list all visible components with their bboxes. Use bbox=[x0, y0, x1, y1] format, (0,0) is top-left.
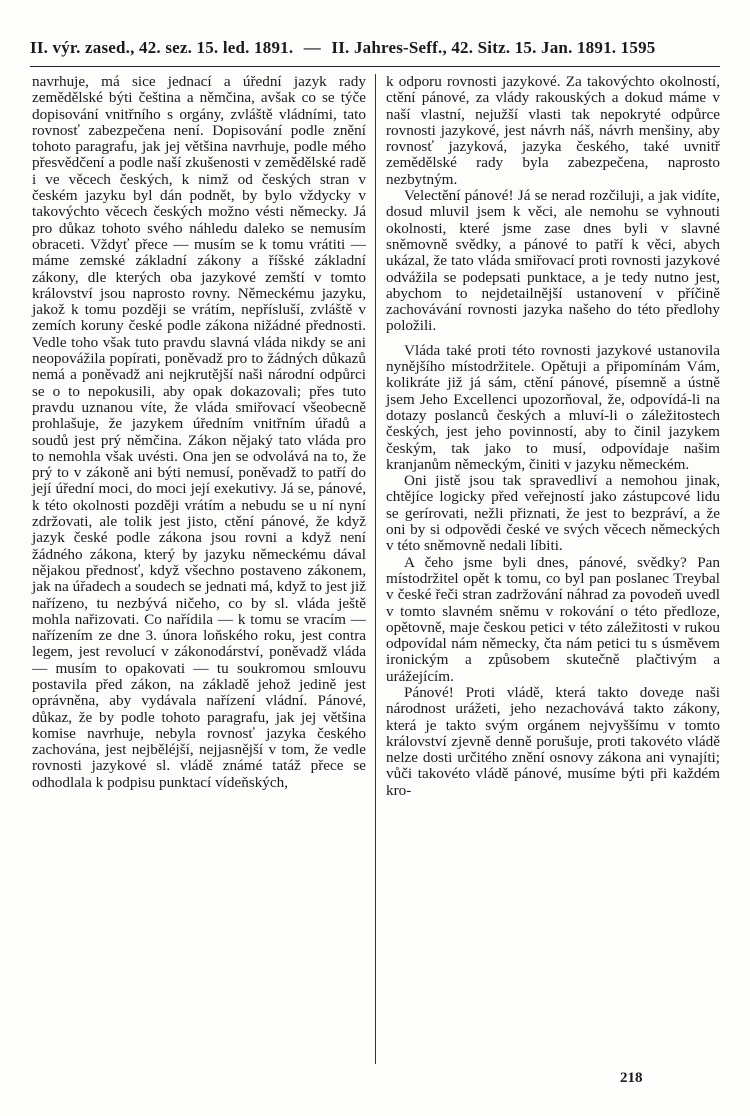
paragraph: Velectění pánové! Já se nerad rozčiluji, a jak vidíte, dosud mluvil jsem k věci, ale nemohu se vyhnouti okolnosti, které jsme zase dnes byli v slavné sněmovně svědky, a pánové to patří k věci, abych ukázal, že tato vláda smiřovací proti rovnosti jazykové odvážila se podepsati punktace, a je tedy nutno jest, abychom to nejdetailnější ustanovení v příčině zachovávání rovnosti jazyka našeho do této předlohy položili. bbox=[386, 187, 720, 335]
header-rule bbox=[30, 66, 720, 67]
header-czech: II. výr. zased., 42. sez. 15. led. 1891. bbox=[30, 38, 294, 57]
paragraph: Oni jistě jsou tak spravedliví a nemohou jinak, chtějíce logicky před veřejností jako zástupcové lidu se gerírovati, nežli přiznati, že jest to bezpráví, a že oni by si odpovědi české ve svých věcech německých v této sněmovně nedali líbiti. bbox=[386, 472, 720, 555]
running-header bbox=[30, 38, 720, 62]
paragraph: Pánové! Proti vládě, která takto doveде naši národnost urážeti, jeho nezachovává takto zákony, která je takto svým orgánem nejvyššímu v tomto království zjevně denně porušuje, proti takovéto vládě nelze dosti určitého znění osnovy zákona ani vynajíti; vůči takovéto vládě pánové, musíme býti při každém kro- bbox=[386, 683, 720, 799]
right-column bbox=[386, 74, 720, 799]
column-divider bbox=[375, 74, 376, 1064]
header-dash: — bbox=[303, 38, 321, 57]
header-german: II. Jahres-Seff., 42. Sitz. 15. Jan. 1891. 1595 bbox=[331, 38, 656, 57]
paragraph: Vláda také proti této rovnosti jazykové ustanovila nynějšího místodržitele. Opětuji a připomínám Vám, kolikráte již já sám, ctění pánové, písemně a ústně jsem Jeho Excellenci upozorňoval, že, odpovídá-li na dotazy poslanců českých a mluví-li o záležitostech českých, jest jeho povinností, aby to činil jazykem českým, tak jako to musí, odpovídaje našim kranjanům německým, činiti v jazyku německém. bbox=[386, 341, 720, 473]
left-column bbox=[32, 74, 366, 791]
paragraph: k odporu rovnosti jazykové. Za takovýchto okolností, ctění pánové, za vlády rakouských a dokud máme v naší vlastní, nejužší vlasti tak nepokryté odpůrce rovnosti jazykové, jest návrh náš, návrh menšiny, aby rovnosť jazyková, jazyka českého, také uvnitř zemědělské rady byla zabezpečena, naprosto nezbytným. bbox=[386, 73, 720, 188]
paragraph: A čeho jsme byli dnes, pánové, svědky? Pan místodržitel opět k tomu, co byl pan poslanec Treybal v české řeči stran zadržování náhrad za povodeň uvedl v tomto slavném sněmu v rokování o této předloze, opětovně, maje českou petici v této záležitosti v rukou odpovídal nám německy, čta nám petici tu s úsměvem ironickým a způsobem skutečně plačtivým a urážejícím. bbox=[386, 553, 720, 685]
paragraph: navrhuje, má sice jednací a úřední jazyk rady zemědělské býti čeština a němčina, avšak co se týče dopisování vnitřního s orgány, zvláště vládními, tato rovnosť zabezpečena není. Dopisování podle znění tohoto paragrafu, jak jej většina navrhuje, podle mého přesvědčení a podle naší zkušenosti v zemědělské radě i ve věcech českých, k nimž od českých stran v českém jazyku byl dán podnět, by bylo vždycky v takovýchto věcech českých možno vésti německy. Já pro důkaz tohoto svého náhledu daleko se nemusím obraceti. Vždyť přece — musím se k tomu vrátiti — máme zemské základní zákony a říšské základní zákony, dle kterých oba jazykové zemští v tomto království jsou naprosto rovny. Německému jazyku, jakož k tomu později se vrátím, nepřísluší, zvláště v zemích koruny české podle zákona nižádné přednosti. Vedle toho však tuto pravdu slavná vláda nikdy se ani neopovážila popírati, poněvadž pro to žádných důkazů nemá a poněvadž ani nejkrutější naši národní odpůrci se o to nepokusili, aby opak dokazovali; přes tuto pravdu uznanou víte, že vláda smiřovací všeobecně prohlašuje, že jazykem úředním vnitřním úřadů a soudů jest prý němčina. Zákon nějaký tato vláda pro to nemohla však uvésti. Ona jen se odvolává na to, že prý to v zákoně ani býti nemusí, poněvadž to patří do její úřední moci, do moci její exekutivy. Já se, pánové, k této okolnosti později vrátím a nebudu se u ní nyní zdržovati, ale tolik jest jisto, ctění pánové, že když jazyk české podle zákona jsou rovni a když není žádného zákona, který by jazyku německému dával nějakou přednosť, když všechno postaveno zákonem, jak na úřadech a soudech se jednati má, když to jest již nařízeno, tu nezbývá ničeho, co by sl. vláda ještě mohla nařizovati. Co nařídila — k tomu se vracím — nařízením ze dne 3. února loňského roku, jest contra legem, jest revolucí v zákonodárství, poněvadž vláda — musím to opakovati — tu soukromou smlouvu postavila před zákon, na základě jehož jedině jest oprávněna, aby vydávala nařízení vládní. Pánové, důkaz, že by podle tohoto paragrafu, jak jej většina komise navrhuje, nebyla rovnosť jazyka českého zachována, jest nejběléjší, nejjasnější v tom, že vedle rovnosti jazykové sl. vládě známé tatáž přece se odhodlala k podpisu punktací vídeňských, bbox=[32, 73, 366, 791]
page-number: 218 bbox=[620, 1070, 643, 1086]
